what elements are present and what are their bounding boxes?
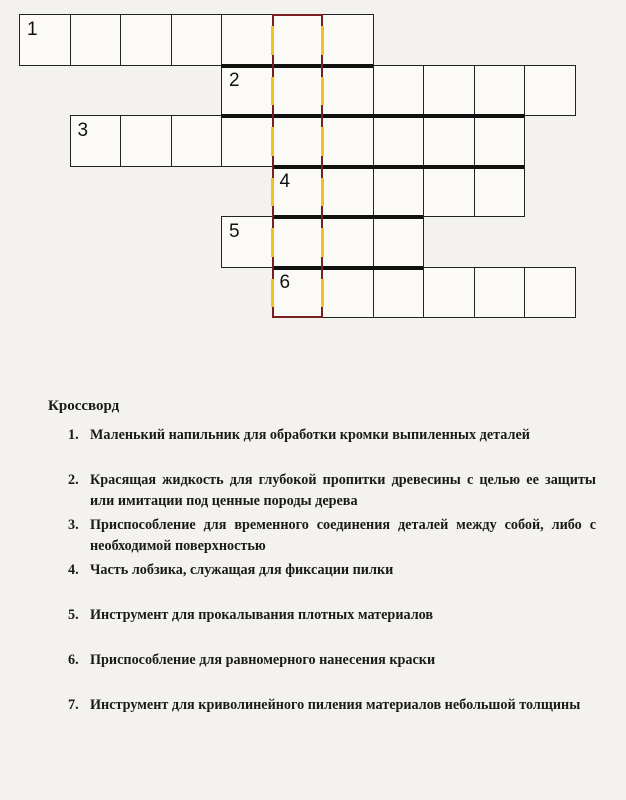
- row-divider: [272, 215, 424, 219]
- crossword-cell[interactable]: [423, 166, 475, 218]
- crossword-cell[interactable]: [171, 115, 223, 167]
- clue-text: Приспособление для равномерного нанесения краски: [90, 652, 436, 668]
- clue-number-label: 5: [229, 221, 240, 242]
- clue-number: 7.: [68, 697, 79, 713]
- crossword-cell[interactable]: [322, 267, 374, 319]
- clue-text: Часть лобзика, служащая для фиксации пилки: [90, 562, 394, 578]
- clue-item-4: [48, 560, 596, 602]
- clue-number-label: 2: [229, 69, 240, 91]
- crossword-cell[interactable]: [19, 14, 71, 66]
- crossword-cell[interactable]: [373, 65, 425, 117]
- clue-text: Маленький напильник для обработки кромки выпиленных деталей: [90, 427, 530, 443]
- crossword-cell[interactable]: [272, 166, 324, 218]
- highlight-mark: [321, 77, 324, 106]
- crossword-cell[interactable]: [272, 65, 324, 117]
- clue-number: 2.: [68, 472, 79, 488]
- clues-section: [48, 398, 596, 740]
- clue-text: Инструмент для прокалывания плотных материалов: [90, 607, 434, 623]
- crossword-cell[interactable]: [524, 267, 576, 319]
- clue-item-7: [48, 695, 596, 737]
- crossword-cell[interactable]: [70, 115, 122, 167]
- crossword-cell[interactable]: [221, 115, 273, 167]
- highlight-mark: [321, 279, 324, 308]
- highlight-mark: [271, 228, 274, 257]
- crossword-cell[interactable]: [120, 115, 172, 167]
- crossword-cell[interactable]: [423, 267, 475, 319]
- crossword-cell[interactable]: [322, 115, 374, 167]
- crossword-cell[interactable]: [322, 166, 374, 218]
- crossword-cell[interactable]: [373, 166, 425, 218]
- crossword-cell[interactable]: [272, 216, 324, 268]
- clue-item-3: [48, 515, 596, 557]
- crossword-cell[interactable]: [373, 115, 425, 167]
- crossword-grid: [0, 0, 626, 330]
- highlight-mark: [321, 26, 324, 55]
- clue-number: 3.: [68, 517, 79, 533]
- clue-item-5: [48, 605, 596, 647]
- highlight-mark: [321, 178, 324, 207]
- clue-number-label: 6: [279, 271, 291, 293]
- clue-number-label: 1: [27, 19, 38, 40]
- clue-item-1: [48, 425, 596, 467]
- clue-number-label: 3: [77, 120, 89, 141]
- crossword-cell[interactable]: [272, 115, 324, 167]
- crossword-heading: Кроссворд: [48, 398, 120, 414]
- row-divider: [221, 114, 524, 118]
- crossword-cell[interactable]: [272, 267, 324, 319]
- highlight-mark: [271, 26, 274, 55]
- clue-number: 6.: [68, 652, 79, 668]
- clue-item-6: [48, 650, 596, 692]
- crossword-cell[interactable]: [322, 216, 374, 268]
- crossword-cell[interactable]: [171, 14, 223, 66]
- crossword-cell[interactable]: [474, 115, 526, 167]
- clue-number: 1.: [68, 427, 79, 443]
- crossword-cell[interactable]: [221, 216, 273, 268]
- clue-number: 5.: [68, 607, 79, 623]
- clue-number: 4.: [68, 562, 79, 578]
- crossword-cell[interactable]: [474, 166, 526, 218]
- crossword-cell[interactable]: [322, 65, 374, 117]
- crossword-cell[interactable]: [474, 267, 526, 319]
- highlight-mark: [271, 127, 274, 156]
- row-divider: [272, 165, 525, 169]
- clue-text: Приспособление для временного соединения деталей между собой, либо с необходимой поверхностью: [90, 517, 596, 554]
- crossword-cell[interactable]: [423, 65, 475, 117]
- clue-number-label: 4: [279, 170, 291, 192]
- crossword-cell[interactable]: [474, 65, 526, 117]
- crossword-cell[interactable]: [524, 65, 576, 117]
- highlight-mark: [271, 279, 274, 308]
- row-divider: [221, 64, 373, 68]
- crossword-cell[interactable]: [423, 115, 475, 167]
- clue-list: [48, 425, 596, 737]
- crossword-cell[interactable]: [70, 14, 122, 66]
- crossword-cell[interactable]: [373, 216, 425, 268]
- crossword-cell[interactable]: [272, 14, 324, 66]
- crossword-cell[interactable]: [221, 14, 273, 66]
- row-divider: [272, 266, 424, 270]
- clue-text: Красящая жидкость для глубокой пропитки древесины с целью ее защиты или имитации под ценные породы дерева: [90, 472, 596, 509]
- highlight-mark: [271, 178, 274, 207]
- crossword-cell[interactable]: [373, 267, 425, 319]
- crossword-cell[interactable]: [120, 14, 172, 66]
- highlight-mark: [271, 77, 274, 106]
- clue-text: Инструмент для криволинейного пиления материалов небольшой толщины: [90, 697, 581, 713]
- crossword-cell[interactable]: [322, 14, 374, 66]
- highlight-mark: [321, 127, 324, 156]
- clue-item-2: [48, 470, 596, 512]
- highlight-mark: [321, 228, 324, 257]
- crossword-cell[interactable]: [221, 65, 273, 117]
